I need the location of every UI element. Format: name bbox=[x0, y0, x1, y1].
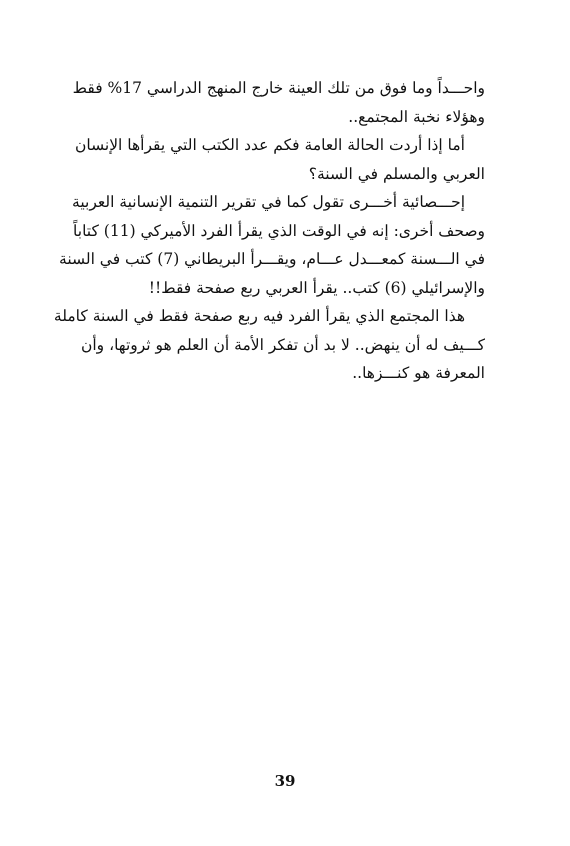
text-line: واحـــداً وما فوق من تلك العينة خارج المنهج الدراسي 17% فقط bbox=[72, 79, 485, 97]
page-number: 39 bbox=[274, 772, 296, 790]
text-line: هذا المجتمع الذي يقرأ الفرد فيه ربع صفحة فقط في السنة كاملة bbox=[53, 307, 465, 325]
body-text bbox=[53, 74, 485, 388]
text-line: وصحف أخرى: إنه في الوقت الذي يقرأ الفرد الأميركي (11) كتاباً bbox=[73, 221, 485, 240]
text-line: والإسرائيلي (6) كتب.. يقرأ العربي ربع صفحة فقط!! bbox=[148, 278, 485, 297]
text-line: المعرفة هو كنـــزها.. bbox=[352, 364, 485, 382]
text-line: إحـــصائية أخـــرى تقول كما في تقرير التنمية الإنسانية العربية bbox=[72, 193, 465, 211]
text-line: العربي والمسلم في السنة؟ bbox=[308, 164, 485, 183]
text-line: كـــيف له أن ينهض.. لا بد أن تفكر الأمة أن العلم هو ثروتها، وأن bbox=[80, 335, 485, 354]
text-line: في الـــسنة كمعـــدل عـــام، ويقـــرأ البريطاني (7) كتب في السنة bbox=[59, 250, 485, 268]
text-line: وهؤلاء نخبة المجتمع.. bbox=[348, 107, 485, 126]
text-line: أما إذا أردت الحالة العامة فكم عدد الكتب التي يقرأها الإنسان bbox=[74, 136, 465, 154]
